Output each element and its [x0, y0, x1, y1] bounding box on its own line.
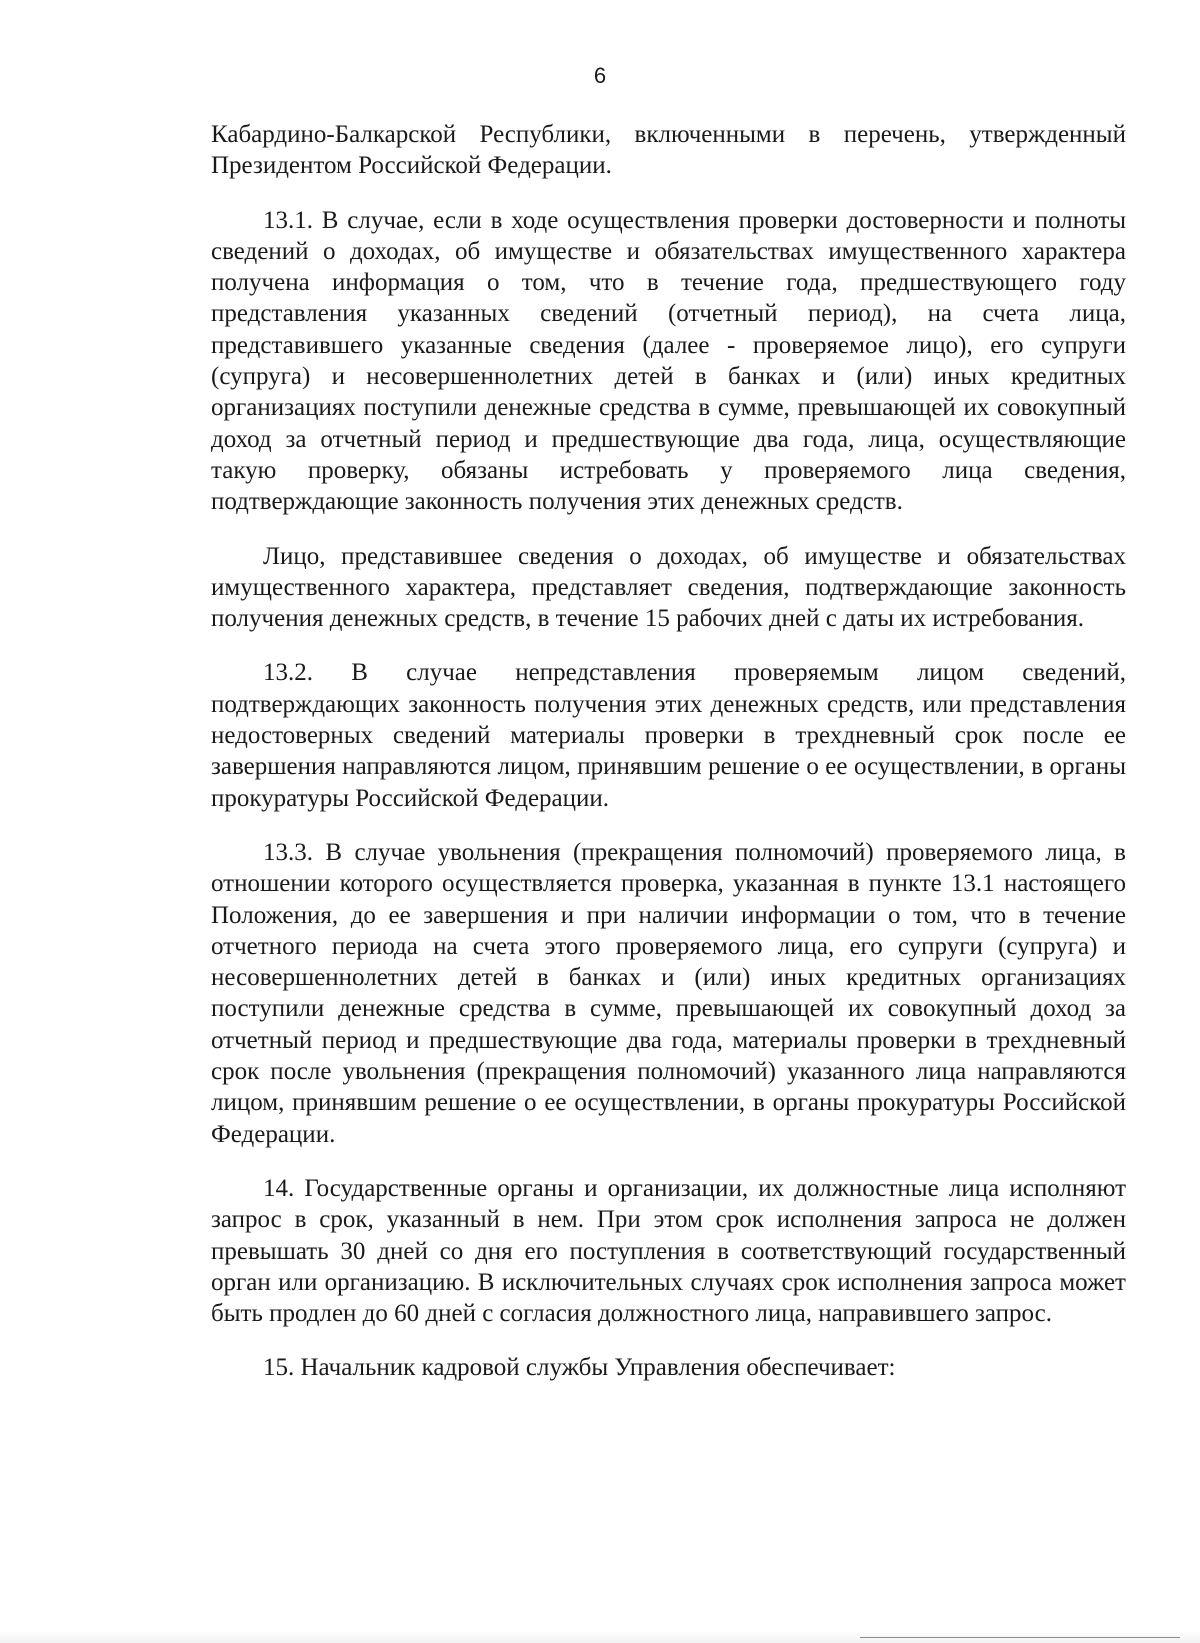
paragraph-15: 15. Начальник кадровой службы Управления обеспечивает:	[263, 1354, 896, 1382]
paragraph-13-3: 13.3. В случае увольнения (прекращения полномочий) проверяемого лица, в отношении которого осуществляется проверка, указанная в пункте 13.1 настоящего Положения, до ее завершения и при наличии информации о том, что в течение отчетного периода на счета этого проверяемого лица, его супруги (супруга) и несовершеннолетних детей в банках и (или) иных кредитных организациях поступили денежные средства в сумме, превышающей их совокупный доход за отчетный период и предшествующие два года, материалы проверки в трехдневный срок после увольнения (прекращения полномочий) указанного лица направляются лицом, принявшим решение о ее осуществлении, в органы прокуратуры Российской Федерации.	[211, 838, 1126, 1148]
document-body	[211, 119, 1126, 1407]
scan-artifact-line	[860, 1637, 1180, 1638]
paragraph-13-1-response: Лицо, представившее сведения о доходах, об имуществе и обязательствах имущественного характера, представляет сведения, подтверждающие законность получения денежных средств, в течение 15 рабочих дней с даты их истребования.	[211, 542, 1126, 633]
paragraph-13-2: 13.2. В случае непредставления проверяемым лицом сведений, подтверждающих законность получения этих денежных средств, или представления недостоверных сведений материалы проверки в трехдневный срок после ее завершения направляются лицом, принявшим решение о ее осуществлении, в органы прокуратуры Российской Федерации.	[211, 659, 1126, 812]
paragraph-13-1: 13.1. В случае, если в ходе осуществления проверки достоверности и полноты сведений о доходах, об имуществе и обязательствах имущественного характера получена информация о том, что в течение года, предшествующего году представления указанных сведений (отчетный период), на счета лица, представившего указанные сведения (далее - проверяемое лицо), его супруги (супруга) и несовершеннолетних детей в банках и (или) иных кредитных организациях поступили денежные средства в сумме, превышающей их совокупный доход за отчетный период и предшествующие два года, лица, осуществляющие такую проверку, обязаны истребовать у проверяемого лица сведения, подтверждающие законность получения этих денежных средств.	[211, 206, 1126, 516]
paragraph-14: 14. Государственные органы и организации, их должностные лица исполняют запрос в срок, указанный в нем. При этом срок исполнения запроса не должен превышать 30 дней со дня его поступления в соответствующий государственный орган или организацию. В исключительных случаях срок исполнения запроса может быть продлен до 60 дней с согласия должностного лица, направившего запрос.	[211, 1174, 1126, 1328]
page-number: 6	[593, 63, 607, 88]
paragraph-continuation: Кабардино-Балкарской Республики, включенными в перечень, утвержденный Президентом Российской Федерации.	[211, 121, 1126, 180]
